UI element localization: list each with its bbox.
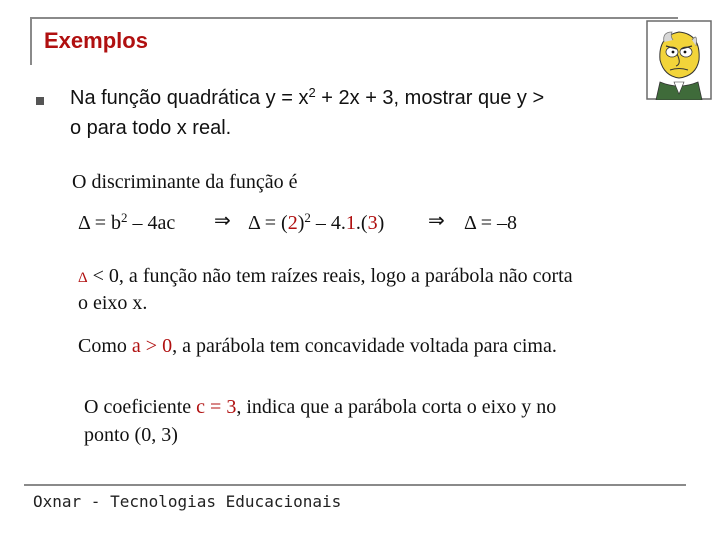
title-frame-left xyxy=(30,17,32,65)
no-real-roots-line-1: Δ < 0, a função não tem raízes reais, logo a parábola não corta xyxy=(78,265,573,287)
implies-arrow-1: ⇒ xyxy=(214,208,231,232)
no-real-roots-line-2: o eixo x. xyxy=(78,292,148,314)
footer-divider xyxy=(24,484,686,486)
coefficient-statement-line-2: ponto (0, 3) xyxy=(84,424,178,446)
footer-text: Oxnar - Tecnologias Educacionais xyxy=(33,492,342,511)
implies-arrow-2: ⇒ xyxy=(428,208,445,232)
discriminant-substitution: $\Delta = (2)^2 - 4.1.(3)$ xyxy=(248,210,385,234)
problem-statement-line-1: Na função quadrática $y = x^2 + 2x + 3$, mostrar que y > xyxy=(70,85,545,109)
title-frame-top xyxy=(30,17,678,19)
concavity-statement: Como a > 0, a parábola tem concavidade voltada para cima. xyxy=(78,335,557,357)
problem-statement-line-2: o para todo x real. xyxy=(70,117,232,139)
slide-title: Exemplos xyxy=(44,28,148,53)
bullet-marker xyxy=(36,97,44,105)
discriminant-result: Δ = –8 xyxy=(464,212,518,234)
discriminant-intro: O discriminante da função é xyxy=(72,171,298,193)
discriminant-formula: $\Delta = b^2 - 4ac$ xyxy=(78,210,176,234)
character-portrait-icon xyxy=(646,20,712,100)
coefficient-statement-line-1: O coeficiente c = 3, indica que a parábola corta o eixo y no xyxy=(84,396,557,418)
